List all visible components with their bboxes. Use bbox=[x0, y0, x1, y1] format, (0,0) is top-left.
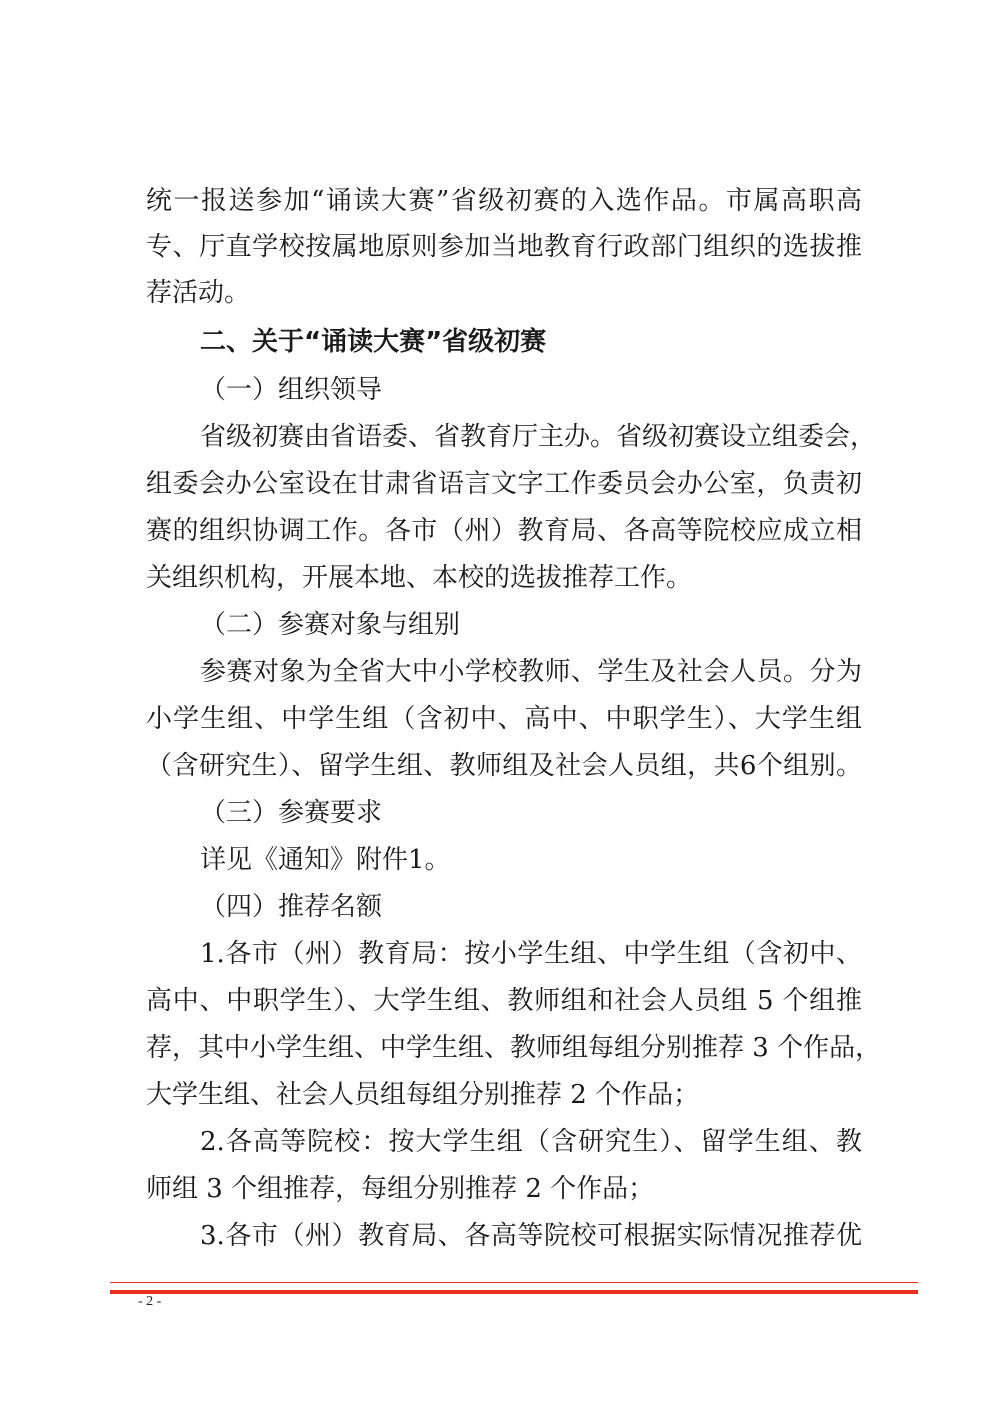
footer-rule-thin bbox=[110, 1282, 918, 1283]
list-item-line: 高中、中职学生）、大学生组、教师组和社会人员组 5 个组推 bbox=[146, 986, 862, 1016]
paragraph-line: （含研究生）、留学生组、教师组及社会人员组，共6个组别。 bbox=[146, 751, 862, 781]
paragraph-line: 关组织机构，开展本地、本校的选拔推荐工作。 bbox=[146, 563, 693, 593]
paragraph-line: 小学生组、中学生组（含初中、高中、中职学生）、大学生组 bbox=[146, 704, 862, 734]
paragraph-line: 详见《通知》附件1。 bbox=[200, 845, 451, 875]
section-heading: 二、关于“诵读大赛”省级初赛 bbox=[200, 327, 547, 357]
list-item-line: 1.各市（州）教育局：按小学生组、中学生组（含初中、 bbox=[200, 939, 862, 969]
paragraph-line: 统一报送参加“诵读大赛”省级初赛的入选作品。市属高职高 bbox=[146, 186, 862, 216]
footer-rule-thick bbox=[110, 1290, 918, 1294]
list-item-line: 3.各市（州）教育局、各高等院校可根据实际情况推荐优 bbox=[200, 1221, 862, 1251]
paragraph-line: 荐活动。 bbox=[146, 278, 251, 308]
subsection-heading: （三）参赛要求 bbox=[200, 798, 383, 828]
paragraph-line: 参赛对象为全省大中小学校教师、学生及社会人员。分为 bbox=[200, 657, 862, 687]
paragraph-line: 专、厅直学校按属地原则参加当地教育行政部门组织的选拔推 bbox=[146, 232, 862, 262]
subsection-heading: （二）参赛对象与组别 bbox=[200, 610, 461, 640]
list-item-line: 荐，其中小学生组、中学生组、教师组每组分别推荐 3 个作品， bbox=[146, 1033, 882, 1063]
subsection-heading: （四）推荐名额 bbox=[200, 892, 383, 922]
paragraph-line: 组委会办公室设在甘肃省语言文字工作委员会办公室，负责初 bbox=[146, 469, 862, 499]
paragraph-line: 赛的组织协调工作。各市（州）教育局、各高等院校应成立相 bbox=[146, 516, 862, 546]
list-item-line: 大学生组、社会人员组每组分别推荐 2 个作品； bbox=[146, 1080, 700, 1110]
subsection-heading: （一）组织领导 bbox=[200, 375, 383, 405]
paragraph-line: 省级初赛由省语委、省教育厅主办。省级初赛设立组委会， bbox=[200, 422, 877, 452]
page-number: - 2 - bbox=[138, 1294, 162, 1309]
list-item-line: 2.各高等院校：按大学生组（含研究生）、留学生组、教 bbox=[200, 1127, 862, 1157]
list-item-line: 师组 3 个组推荐，每组分别推荐 2 个作品； bbox=[146, 1174, 655, 1204]
